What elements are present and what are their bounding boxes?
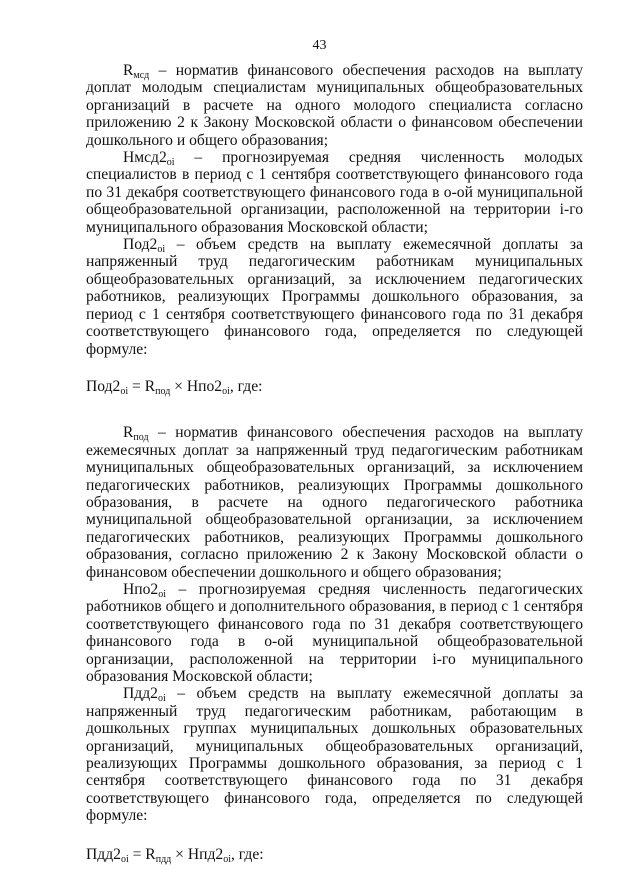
formula-subscript: под — [155, 385, 171, 397]
definition-text: – объем средств на выплату ежемесячной доплаты за напряженный труд педагогическим работникам, работающим в дошкольных группах муниципальных дошкольных образовательных организаций, муниципальных общеобразовательных организаций, реализующих Программы дошкольного образования, за период с 1 сентября соответствующего финансового года по 31 декабря соответствующего финансового года, определяется по следующей формуле: — [86, 685, 583, 825]
paragraph-r-pod — [86, 424, 583, 581]
document-body — [86, 62, 583, 863]
definition-text: – прогнозируемая средняя численность педагогических работников общего и дополнительного образования, в период с 1 сентября соответствующего финансового года по 31 декабря соответствующего финансового года в о-ой муниципальной общеобразовательной организации, расположенной на территории i-го муниципального образования Московской области; — [86, 580, 583, 685]
symbol-subscript: oi — [157, 693, 166, 705]
symbol: R — [123, 424, 134, 442]
symbol: Под2 — [123, 236, 158, 254]
formula-part: = R — [128, 845, 156, 863]
formula-pdd — [86, 846, 583, 863]
paragraph-pdd — [86, 685, 583, 824]
page-number: 43 — [312, 38, 327, 53]
symbol-subscript: под — [133, 432, 149, 444]
formula-subscript: oi — [223, 853, 231, 865]
symbol: Нмсд2 — [123, 149, 167, 167]
definition-text: – прогнозируемая средняя численность молодых специалистов в период с 1 сентября соответствующего финансового года по 31 декабря соответствующего финансового года в о-ой муниципальной общеобразовательной организации, расположенной на территории i-го муниципального образования Московской области; — [86, 149, 583, 236]
symbol: Пдд2 — [123, 685, 158, 703]
formula-part: , где: — [230, 845, 264, 863]
formula-part: Под2 — [86, 377, 121, 395]
formula-part: × Нпо2 — [170, 377, 223, 395]
symbol-subscript: oi — [157, 244, 166, 256]
paragraph-nmsd — [86, 149, 583, 236]
formula-part: × Нпд2 — [171, 845, 224, 863]
symbol-subscript: oi — [158, 588, 166, 600]
definition-text: – норматив финансового обеспечения расходов на выплату ежемесячных доплат за напряженный труд педагогическим работникам муниципальных общеобразовательных организаций, за исключением педагогических работников, реализующих Программы дошкольного образования, в расчете на одного педагогического работника муниципальной общеобразовательной организации, за исключением педагогических работников, реализующих Программы дошкольного образования, согласно приложению 2 к Закону Московской области о финансовом обеспечении дошкольного и общего образования; — [86, 424, 583, 581]
formula-subscript: oi — [222, 385, 230, 397]
formula-part: Пдд2 — [86, 845, 121, 863]
paragraph-pod — [86, 236, 583, 358]
definition-text: – объем средств на выплату ежемесячной доплаты за напряженный труд педагогическим работникам муниципальных общеобразовательных организаций, за исключением педагогических работников, реализующих Программы дошкольного образования, за период с 1 сентября соответствующего финансового года по 31 декабря соответствующего финансового года, определяется по следующей формуле: — [86, 236, 583, 358]
symbol: Нпо2 — [123, 580, 159, 598]
symbol: R — [123, 62, 134, 79]
paragraph-r-msd — [86, 62, 583, 149]
symbol-subscript: мсд — [133, 70, 150, 81]
formula-pod — [86, 378, 583, 395]
formula-subscript: oi — [120, 385, 129, 397]
formula-part: , где: — [229, 377, 263, 395]
paragraph-npo — [86, 581, 583, 685]
formula-subscript: oi — [120, 853, 129, 865]
formula-part: = R — [128, 377, 156, 395]
symbol-subscript: oi — [166, 157, 175, 169]
definition-text: – норматив финансового обеспечения расходов на выплату доплат молодым специалистам муниципальных общеобразовательных организаций в расчете на одного молодого специалиста согласно приложению 2 к Закону Московской области о финансовом обеспечении дошкольного и общего образования; — [86, 62, 583, 149]
formula-subscript: пдд — [155, 853, 172, 865]
